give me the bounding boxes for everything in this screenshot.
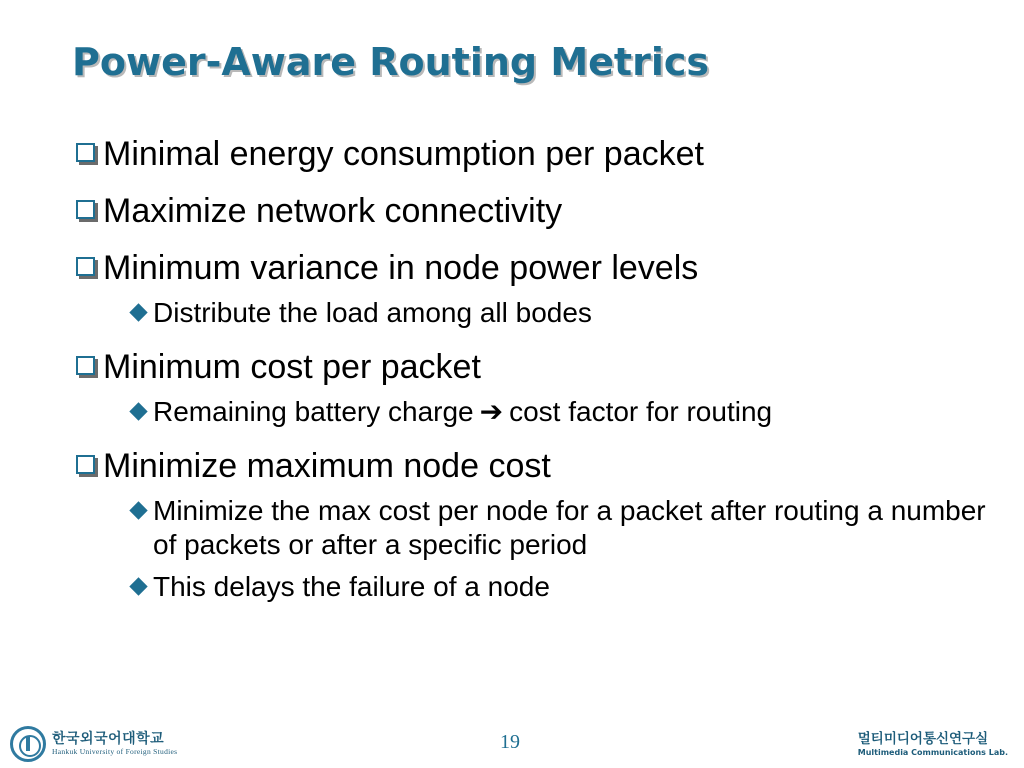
lab-name-english: Multimedia Communications Lab. [857, 748, 1008, 757]
bullet-text: Minimum variance in node power levels [103, 249, 699, 287]
university-name [52, 731, 177, 757]
sub-bullet-text: Distribute the load among all bodes [153, 297, 592, 328]
bullet-item [74, 347, 994, 387]
university-name-english: Hankuk University of Foreign Studies [52, 747, 178, 756]
bullet-list [74, 134, 994, 627]
hollow-square-icon [76, 200, 95, 219]
lab-name-korean: 멀티미디어통신연구실 [857, 731, 989, 747]
diamond-icon [129, 303, 147, 321]
slide-title: Power-Aware Routing Metrics [72, 40, 710, 84]
sub-bullet-item [126, 395, 994, 429]
sub-bullet-text: Minimize the max cost per node for a packet after routing a number of packets or after a specific period [153, 495, 986, 560]
sub-bullet-item [126, 296, 994, 330]
right-arrow-icon: ➔ [479, 396, 504, 427]
university-seal-icon [10, 726, 46, 762]
sub-bullet-item [126, 494, 994, 562]
diamond-icon [129, 577, 147, 595]
diamond-icon [129, 501, 147, 519]
page-number: 19 [500, 731, 520, 753]
diamond-icon [129, 402, 147, 420]
bullet-item [74, 191, 994, 231]
bullet-item [74, 248, 994, 288]
bullet-text: Maximize network connectivity [103, 192, 563, 230]
university-logo [10, 726, 177, 762]
hollow-square-icon [76, 455, 95, 474]
hollow-square-icon [76, 143, 95, 162]
sub-bullet-text: This delays the failure of a node [153, 571, 550, 602]
university-name-korean: 한국외국어대학교 [52, 731, 165, 747]
sub-bullet-text-after: cost factor for routing [509, 396, 773, 427]
bullet-item [74, 446, 994, 486]
hollow-square-icon [76, 257, 95, 276]
bullet-text: Minimal energy consumption per packet [103, 135, 704, 173]
bullet-text: Minimum cost per packet [103, 348, 481, 386]
bullet-text: Minimize maximum node cost [103, 447, 551, 485]
sub-bullet-text [153, 395, 994, 429]
sub-bullet-text-before: Remaining battery charge [153, 396, 474, 427]
hollow-square-icon [76, 356, 95, 375]
sub-bullet-item [126, 570, 994, 604]
lab-logo [858, 731, 1008, 758]
bullet-item [74, 134, 994, 174]
